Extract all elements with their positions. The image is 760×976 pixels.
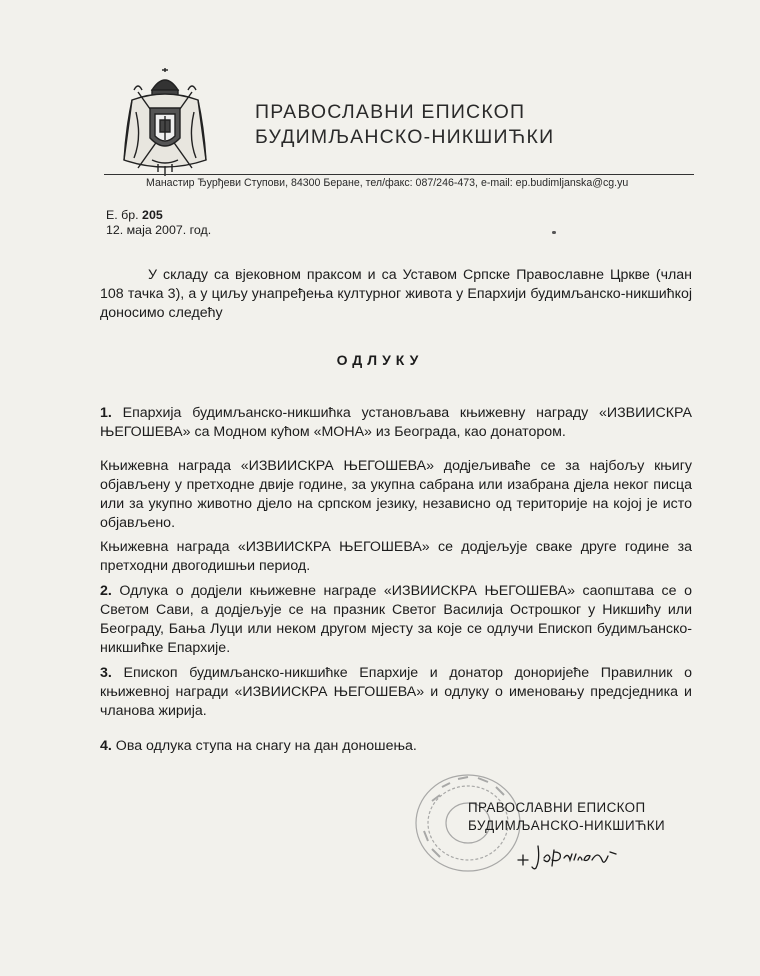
ink-speck	[552, 231, 556, 234]
episcopal-coat-of-arms-icon	[112, 68, 218, 180]
reference-label: Е. бр.	[106, 208, 139, 222]
decision-paragraph	[100, 538, 692, 576]
decision-heading: ОДЛУКУ	[336, 352, 424, 368]
item-text: Књижевна награда «ИЗВИИСКРА ЊЕГОШЕВА» се додјељује сваке друге године за претходни двогодишњи период.	[100, 539, 692, 574]
item-text: Књижевна награда «ИЗВИИСКРА ЊЕГОШЕВА» додјељиваће се за најбољу књигу објављену у претходне двије године, за укупна сабрана или изабрана дјела неког писца или за укупно животно дјело на српском језику, независно од територије на којој је исто објављено.	[100, 458, 692, 531]
item-text: Епископ будимљанско-никшићке Епархије и донатор доноријеће Правилник о књижевној награди «ИЗВИИСКРА ЊЕГОШЕВА» и одлуку о именовању предсједника и чланова жирија.	[100, 665, 693, 719]
item-text: Одлука о додјели књижевне награде «ИЗВИИСКРА ЊЕГОШЕВА» саопштава се о Светом Сави, а додјељује се на празник Светог Василија Острошког у Никшићу или Београду, Бања Луци или неком другом мјесту за које се одлучи Епископ будимљанско-никшићке Епархије.	[100, 583, 692, 656]
decision-item-2	[100, 582, 692, 658]
item-number: 4.	[100, 738, 112, 754]
item-text: Ова одлука ступа на снагу на дан доношења.	[115, 738, 417, 754]
contact-line: Манастир Ђурђеви Ступови, 84300 Беране, тел/факс: 087/246-473, e-mail: ep.budimljanska@cg.yu	[146, 177, 629, 189]
organization-title	[255, 100, 554, 150]
organization-title-line1: ПРАВОСЛАВНИ ЕПИСКОП	[255, 101, 526, 123]
intro-paragraph: У складу са вјековном праксом и са Уставом Српске Православне Цркве (члан 108 тачка 3), а у циљу унапређења културног живота у Епархији будимљанско-никшићкој доносимо следећу	[100, 267, 692, 321]
reference-number-line	[106, 208, 211, 223]
signature-title	[468, 799, 665, 835]
signature-title-line1: ПРАВОСЛАВНИ ЕПИСКОП	[468, 800, 646, 815]
handwritten-signature-icon	[512, 838, 622, 872]
reference-block	[106, 208, 211, 238]
signature-title-line2: БУДИМЉАНСКО-НИКШИЋКИ	[468, 818, 666, 833]
decision-item-3	[100, 664, 692, 721]
decision-item-4	[100, 737, 692, 756]
organization-title-line2: БУДИМЉАНСКО-НИКШИЋКИ	[255, 126, 555, 148]
item-text: Епархија будимљанско-никшићка установљава књижевну награду «ИЗВИИСКРА ЊЕГОШЕВА» са Модном кућом «МОНА» из Београда, као донатором.	[100, 405, 692, 440]
letterhead-divider	[104, 174, 694, 175]
decision-item-1	[100, 404, 692, 442]
decision-paragraph	[100, 457, 692, 533]
item-number: 2.	[100, 583, 112, 599]
item-number: 3.	[100, 665, 112, 681]
item-number: 1.	[100, 405, 112, 421]
reference-date: 12. маја 2007. год.	[106, 223, 212, 237]
reference-number: 205	[142, 208, 163, 222]
